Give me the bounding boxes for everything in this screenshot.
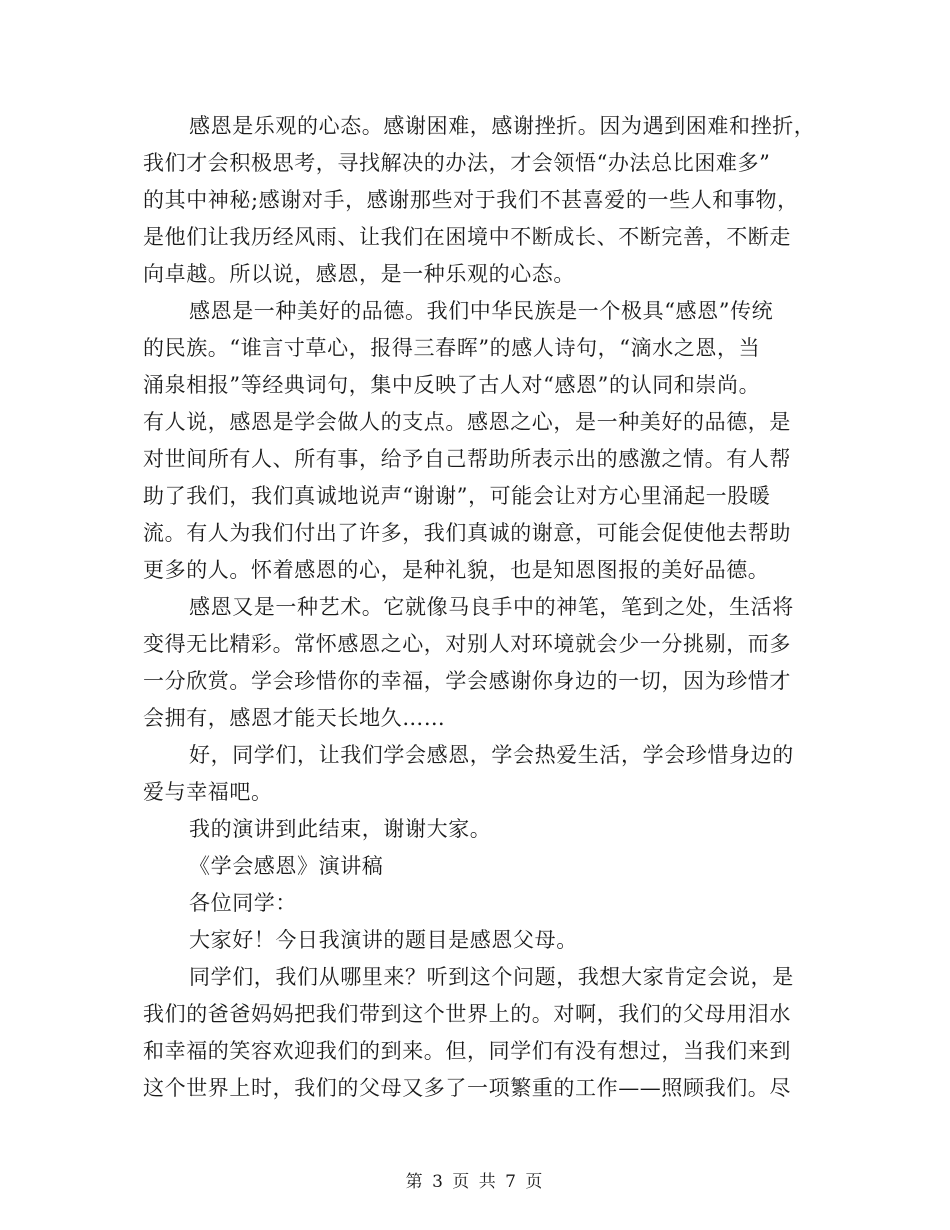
text-line: 感恩是一种美好的品德。我们中华民族是一个极具“感恩”传统 — [189, 299, 774, 323]
text-line: 对世间所有人、所有事，给予自己帮助所表示出的感激之情。有人帮 — [143, 447, 791, 471]
text-line: 我们的爸爸妈妈把我们带到这个世界上的。对啊，我们的父母用泪水 — [143, 1002, 791, 1026]
text-line: 这个世界上时，我们的父母又多了一项繁重的工作——照顾我们。尽 — [143, 1076, 791, 1100]
text-line: 同学们，我们从哪里来？听到这个问题，我想大家肯定会说，是 — [189, 965, 794, 989]
text-line: 我的演讲到此结束，谢谢大家。 — [189, 817, 492, 841]
text-line: 一分欣赏。学会珍惜你的幸福，学会感谢你身边的一切，因为珍惜才 — [143, 669, 791, 693]
text-line: 的民族。“谁言寸草心，报得三春晖”的感人诗句，“滴水之恩，当 — [143, 336, 761, 360]
text-line: 好，同学们，让我们学会感恩，学会热爱生活，学会珍惜身边的 — [189, 743, 794, 767]
page-number: 第 3 页 共 7 页 — [405, 1172, 545, 1192]
text-line: 感恩是乐观的心态。感谢困难，感谢挫折。因为遇到困难和挫折， — [189, 114, 816, 138]
text-line: 大家好！今日我演讲的题目是感恩父母。 — [189, 928, 578, 952]
text-line: 涌泉相报”等经典词句，集中反映了古人对“感恩”的认同和崇尚。 — [143, 373, 761, 397]
text-line: 和幸福的笑容欢迎我们的到来。但，同学们有没有想过，当我们来到 — [143, 1039, 791, 1063]
text-line: 变得无比精彩。常怀感恩之心，对别人对环境就会少一分挑剔，而多 — [143, 632, 791, 656]
text-line: 更多的人。怀着感恩的心，是种礼貌，也是知恩图报的美好品德。 — [143, 558, 770, 582]
text-line: 我们才会积极思考，寻找解决的办法，才会领悟“办法总比困难多” — [143, 151, 771, 175]
text-line: 爱与幸福吧。 — [143, 780, 273, 804]
text-line: 感恩又是一种艺术。它就像马良手中的神笔，笔到之处，生活将 — [189, 595, 794, 619]
text-line: 会拥有，感恩才能天长地久…… — [143, 706, 446, 730]
text-line: 是他们让我历经风雨、让我们在困境中不断成长、不断完善，不断走 — [143, 225, 791, 249]
text-line: 流。有人为我们付出了许多，我们真诚的谢意，可能会促使他去帮助 — [143, 521, 791, 545]
text-line: 各位同学： — [189, 891, 297, 915]
text-line: 助了我们，我们真诚地说声“谢谢”，可能会让对方心里涌起一股暖 — [143, 484, 771, 508]
text-line: 向卓越。所以说，感恩，是一种乐观的心态。 — [143, 262, 575, 286]
text-line: 的其中神秘;感谢对手，感谢那些对于我们不甚喜爱的一些人和事物， — [143, 188, 799, 212]
text-line: 有人说，感恩是学会做人的支点。感恩之心，是一种美好的品德，是 — [143, 410, 791, 434]
section-title: 《学会感恩》演讲稿 — [189, 854, 384, 878]
